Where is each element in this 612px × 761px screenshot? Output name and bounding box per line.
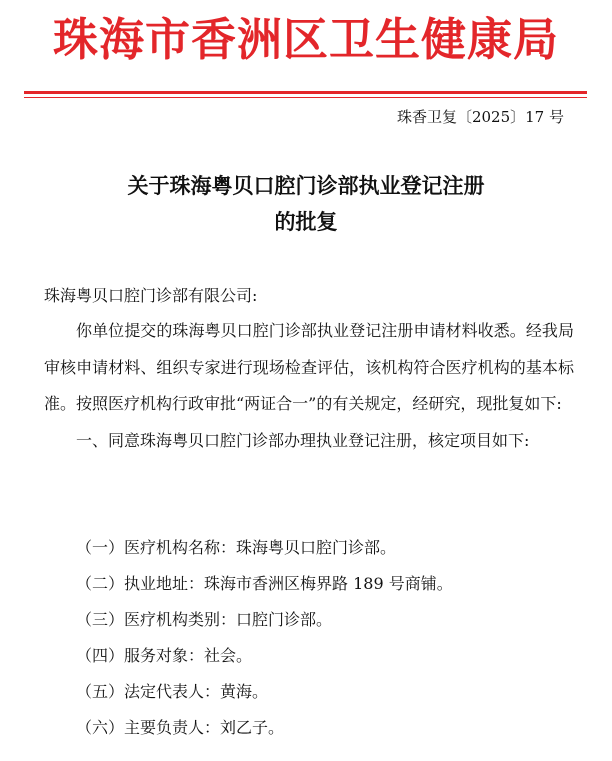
issuing-authority-header: 珠海市香洲区卫生健康局	[52, 13, 559, 66]
body-paragraphs	[44, 313, 574, 459]
recipient-line: 珠海粤贝口腔门诊部有限公司:	[44, 286, 258, 305]
approval-item-category: （三）医疗机构类别：口腔门诊部。	[76, 610, 333, 629]
approval-item-address: （二）执业地址：珠海市香洲区梅界路 189 号商铺。	[76, 574, 453, 593]
approval-item-principal: （六）主要负责人：刘乙子。	[76, 718, 285, 737]
approval-item-legal-representative: （五）法定代表人：黄海。	[76, 682, 269, 701]
approval-item-service-target: （四）服务对象：社会。	[76, 646, 253, 665]
document-number: 珠香卫复〔2025〕17 号	[396, 108, 564, 126]
approval-item-name: （一）医疗机构名称：珠海粤贝口腔门诊部。	[76, 538, 397, 557]
paragraph-approval: 一、同意珠海粤贝口腔门诊部办理执业登记注册，核定项目如下:	[76, 430, 530, 450]
paragraph-intro: 你单位提交的珠海粤贝口腔门诊部执业登记注册申请材料收悉。经我局审核申请材料、组织专家进行现场检查评估，该机构符合医疗机构的基本标准。按照医疗机构行政审批“两证合一”的有关规定，经研究，现批复如下:	[44, 321, 574, 413]
red-separator-thick	[24, 91, 587, 94]
document-title-line-2: 的批复	[274, 209, 338, 234]
document-title-line-1: 关于珠海粤贝口腔门诊部执业登记注册	[127, 173, 485, 198]
red-separator-thin	[24, 97, 587, 98]
